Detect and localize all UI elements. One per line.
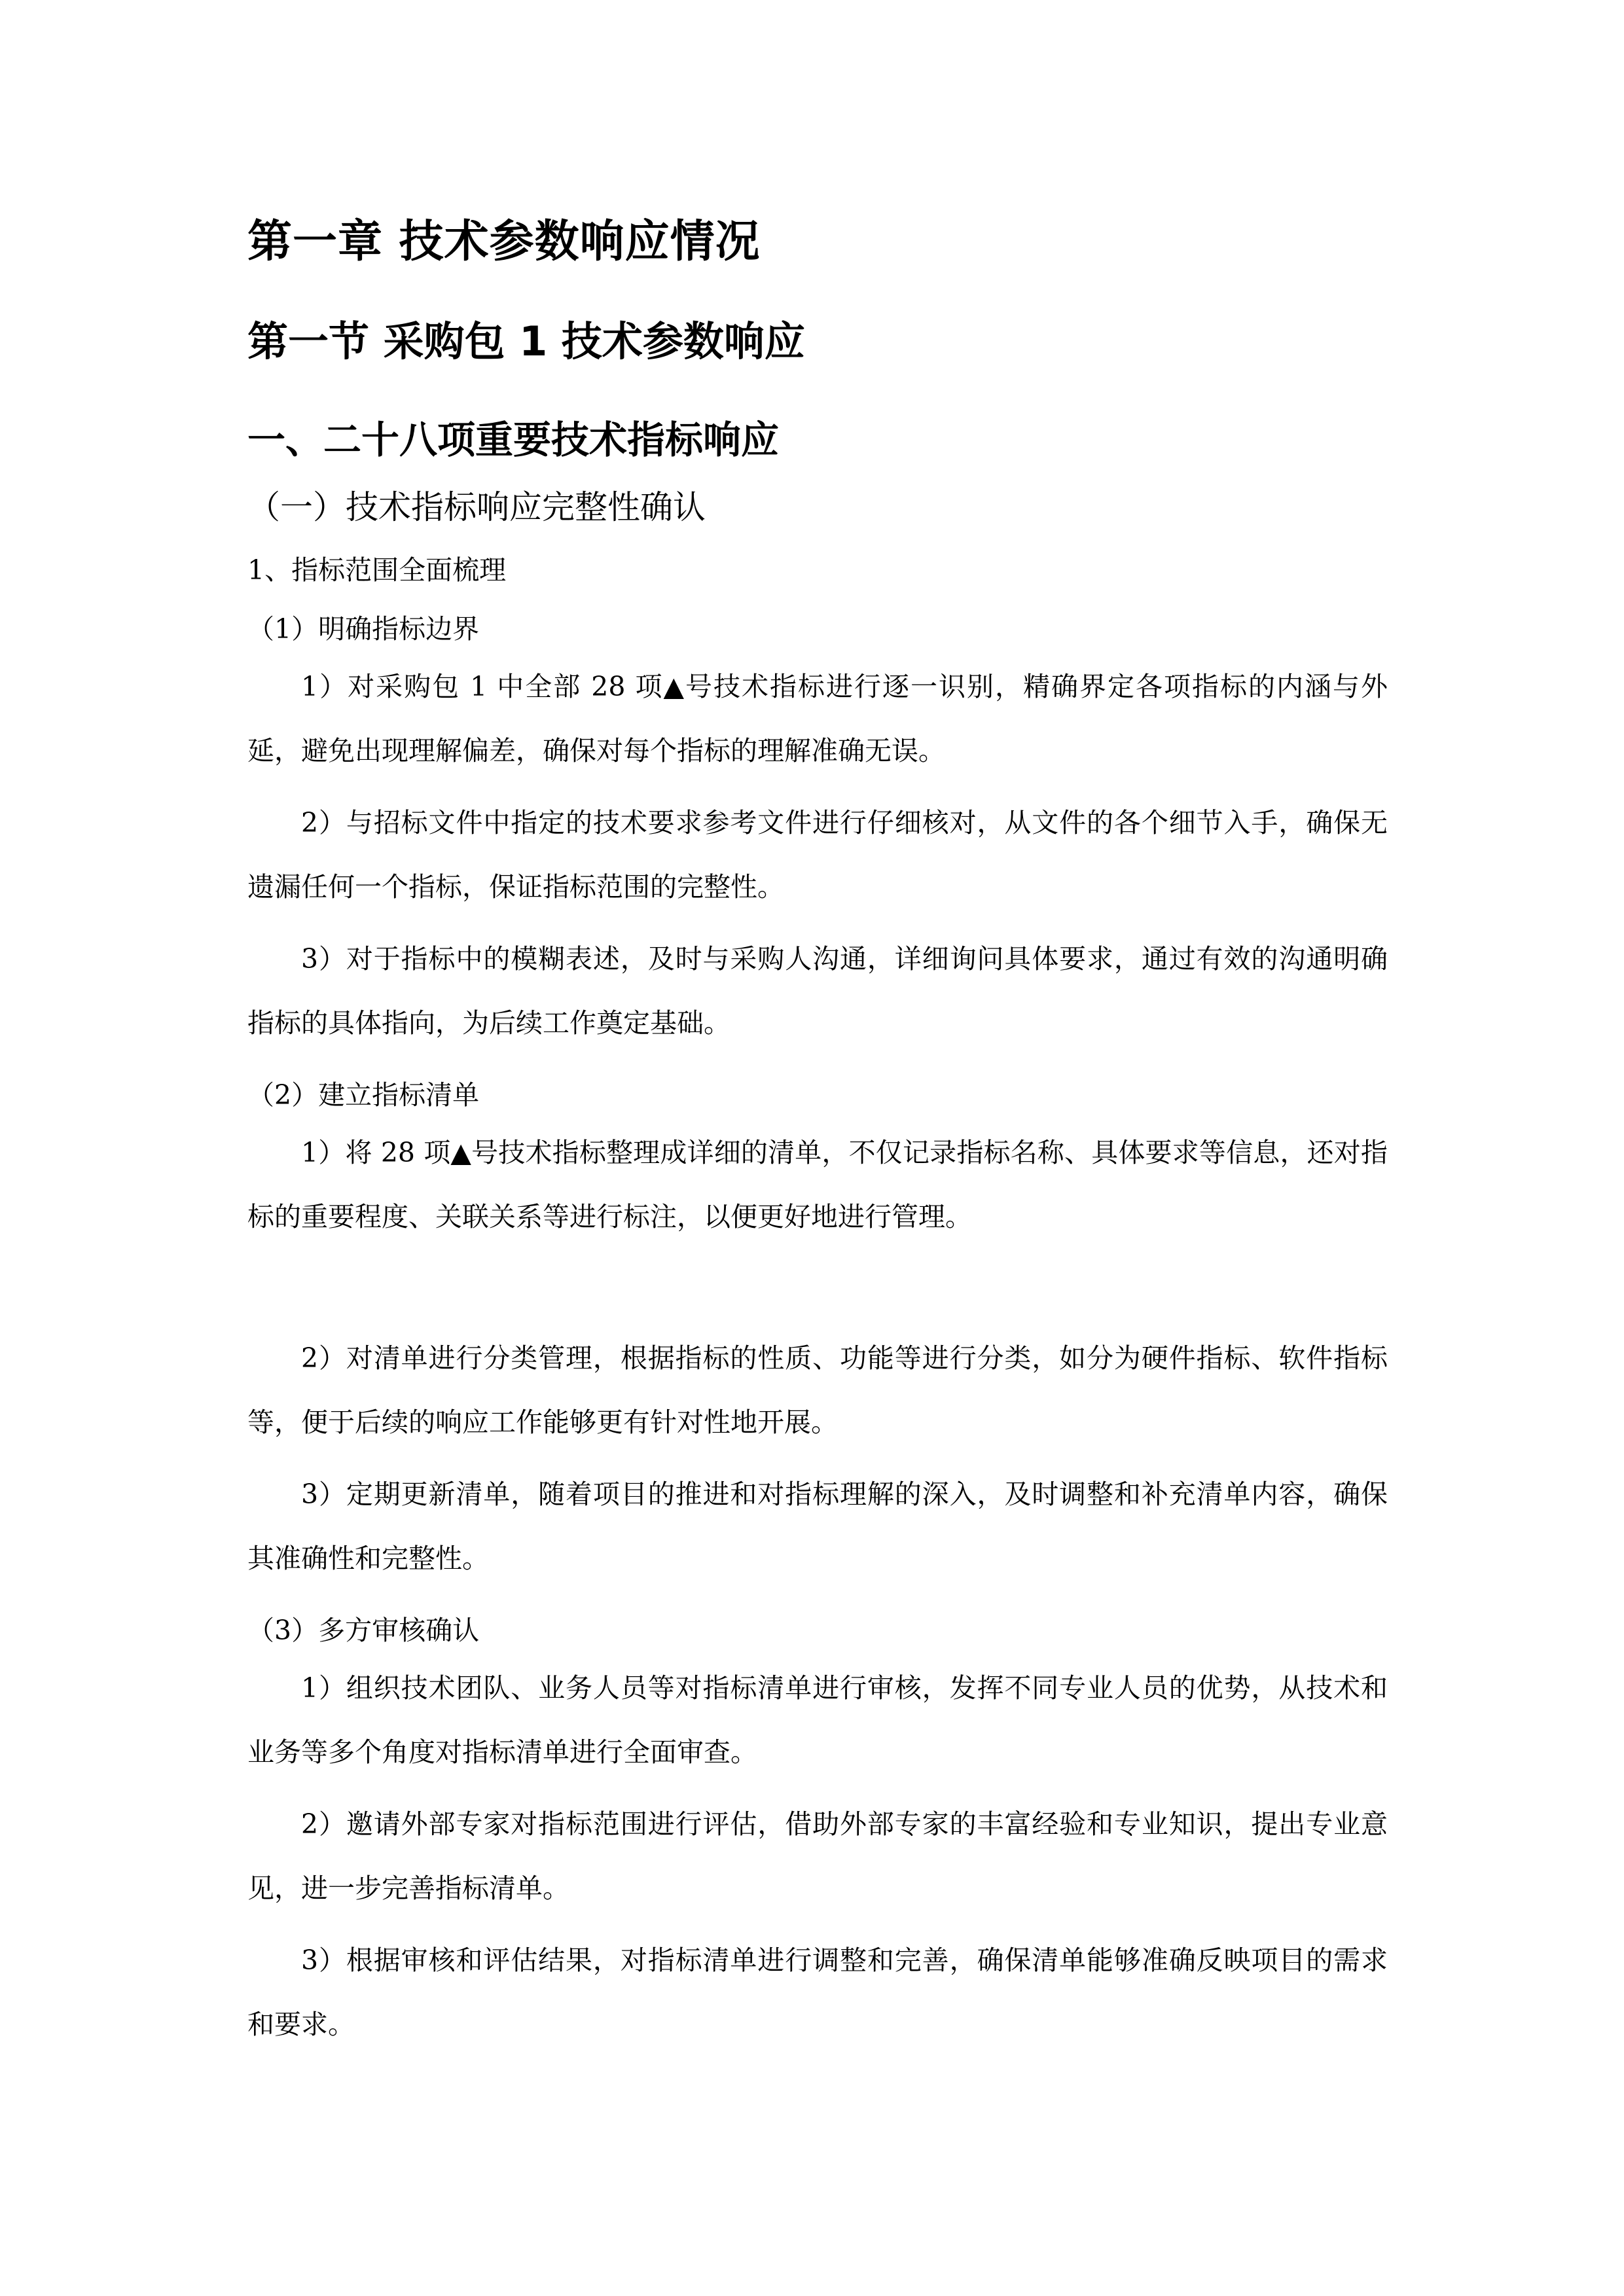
subpart-title: （一）技术指标响应完整性确认 — [247, 488, 706, 526]
paragraph: 2）对清单进行分类管理，根据指标的性质、功能等进行分类，如分为硬件指标、软件指标等，便于后续的响应工作能够更有针对性地开展。 — [247, 1342, 1388, 1438]
paragraph: 3）定期更新清单，随着项目的推进和对指标理解的深入，及时调整和补充清单内容，确保其准确性和完整性。 — [247, 1479, 1388, 1574]
part-title: 一、二十八项重要技术指标响应 — [247, 418, 780, 462]
paragraph: 3）对于指标中的模糊表述，及时与采购人沟通，详细询问具体要求，通过有效的沟通明确指标的具体指向，为后续工作奠定基础。 — [247, 943, 1388, 1039]
paragraph: 1）将 28 项▲号技术指标整理成详细的清单，不仅记录指标名称、具体要求等信息，还对指标的重要程度、关联关系等进行标注，以便更好地进行管理。 — [247, 1137, 1388, 1232]
paragraph: 2）与招标文件中指定的技术要求参考文件进行仔细核对，从文件的各个细节入手，确保无遗漏任何一个指标，保证指标范围的完整性。 — [247, 807, 1388, 903]
paragraph: 3）根据审核和评估结果，对指标清单进行调整和完善，确保清单能够准确反映项目的需求和要求。 — [247, 1945, 1388, 2040]
item-title: 1、指标范围全面梳理 — [247, 554, 507, 586]
chapter-title: 第一章 技术参数响应情况 — [247, 216, 761, 268]
paragraph: 1）组织技术团队、业务人员等对指标清单进行审核，发挥不同专业人员的优势，从技术和业务等多个角度对指标清单进行全面审查。 — [247, 1672, 1388, 1768]
subsection-title: （1）明确指标边界 — [247, 613, 480, 645]
subsection-title: （3）多方审核确认 — [247, 1615, 480, 1646]
paragraph: 2）邀请外部专家对指标范围进行评估，借助外部专家的丰富经验和专业知识，提出专业意见，进一步完善指标清单。 — [247, 1808, 1388, 1904]
paragraph: 1）对采购包 1 中全部 28 项▲号技术指标进行逐一识别，精确界定各项指标的内涵与外延，避免出现理解偏差，确保对每个指标的理解准确无误。 — [247, 671, 1388, 766]
section-title: 第一节 采购包 1 技术参数响应 — [247, 317, 805, 365]
subsection-title: （2）建立指标清单 — [247, 1079, 480, 1111]
